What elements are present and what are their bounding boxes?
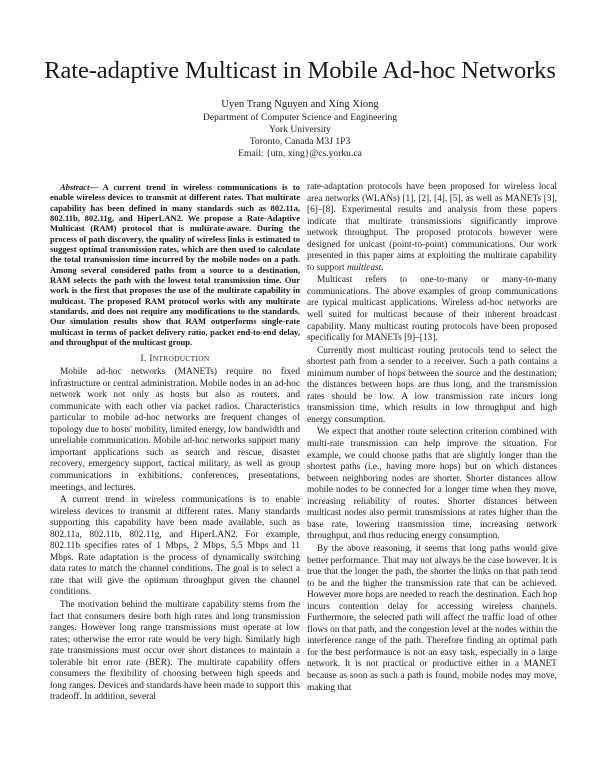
left-column [50,182,300,705]
paragraph-continued-end: . [381,262,384,273]
paper-title: Rate-adaptive Multicast in Mobile Ad-hoc Networks [44,57,556,84]
abstract [50,182,300,348]
affiliation-address: Toronto, Canada M3J 1P3 [249,136,351,148]
intro-paragraph-6: We expect that another route selection criterion combined with multi-rate transmission can help improve the situation. For example, we could choose paths that are slightly longer than the shortest paths (i.e., having more hops) but on which distances between neighboring nodes are shorter. Shorter distances allow mobile nodes to be connected for a longer time when they move, increasing reliability of routes. Shorter distances between multicast nodes also permit transmissions at rates higher than the base rate, lowering transmission time, increasing network throughput, and thus reducing energy consumption. [307,427,557,542]
abstract-text: — A current trend in wireless communications is to enable wireless devices to transmit at different rates. That multirate capability has been defined in many standards such as 802.11a, 802.11b, 802.11g, and HiperLAN2. We propose a Rate-Adaptive Multicast (RAM) protocol that is multirate-aware. During the process of path discovery, the quality of wireless links is estimated to suggest optimal transmission rates, which are then used to calculate the total transmission time incurred by the mobile nodes on a path. Among several considered paths from a source to a destination, RAM selects the path with the lowest total transmission time. Our work is the first that proposes the use of the multirate capability in multicast. The proposed RAM protocol works with any multirate standards, and does not require any modifications to the standards. Our simulation results show that RAM outperforms single-rate multicast in terms of packet delivery ratio, packet end-to-end delay, and throughput of the multicast group. [50,182,300,348]
intro-paragraph-3-continued [307,182,557,274]
intro-paragraph-2: A current trend in wireless communications is to enable wireless devices to transmit at different rates. Many standards supporting this capability have been made available, such as 802.11a, 802.11b, 802.11g, and HiperLAN2. For example, 802.11b specifies rates of 1 Mbps, 2 Mbps, 5.5 Mbps and 11 Mbps. Rate adaptation is the process of dynamically switching data rates to match the channel conditions. The goal is to select a rate that will give the optimum throughput given the channel conditions. [50,495,300,598]
section-title-rest: NTRODUCTION [152,353,210,363]
author-block [0,99,600,160]
author-names: Uyen Trang Nguyen and Xing Xiong [221,99,379,110]
section-heading-introduction [50,353,300,365]
intro-paragraph-3: The motivation behind the multirate capability stems from the fact that consumers desire both high rates and long transmission ranges. However long range transmissions must operate at low rates; otherwise the error rate would be very high. Similarly high rate transmissions must occur over short distances to maintain a tolerable bit error rate (BER). The multirate capability offers consumers the flexibility of choosing between high speeds and long ranges. Devices and standards have been made to support this tradeoff. In addition, several [50,599,300,703]
right-column [307,182,557,695]
affiliation-email: Email: {utn, xing}@cs.yorku.ca [238,148,362,160]
affiliation-university: York University [269,124,331,136]
affiliation-department: Department of Computer Science and Engineering [202,112,398,124]
intro-paragraph-5: Currently most multicast routing protocols tend to select the shortest path from a sender to a receiver. Such a path contains a minimum number of hops between the source and the destination; the distances between hops are thus long, and the transmission rates should be low. A low transmission rate incurs long transmission time, which results in low throughput and high energy consumption. [307,345,557,425]
emphasis-multicast: multicast [346,262,382,273]
intro-paragraph-1: Mobile ad-hoc networks (MANETs) require no fixed infrastructure or central administration. Mobile nodes in an ad-hoc network work not only as hosts but also as routers, and communicate with each other via packet radios. Characteristics particular to mobile ad-hoc networks are frequent changes of topology due to hosts' mobility, limited energy, low bandwidth and unreliable communication. Mobile ad-hoc networks support many important applications such as search and rescue, disaster recovery, emergency support, tactical military, as well as group communications in exhibitions, conferences, presentations, meetings, and lectures. [50,367,300,493]
section-numeral: I. [140,352,147,363]
section-title-initial: I [149,352,153,363]
paragraph-continued-text: rate-adaptation protocols have been proposed for wireless local area networks (WLANs) [1], [2], [4], [5], as well as MANETs [3], [6]–[8]. Experimental results and analysis from these papers indicate that multirate transmissions significantly improve network throughput. The proposed protocols however were designed for unicast (point-to-point) communications. Our work presented in this paper aims at exploiting the multirate capability to support [307,182,557,273]
abstract-label: Abstract [60,182,90,192]
intro-paragraph-4: Multicast refers to one-to-many or many-to-many communications. The above examples of group communications are typical multicast applications. Wireless ad-hoc networks are well suited for multicast because of their inherent broadcast capability. Many multicast routing protocols have been proposed specifically for MANETs [9]–[13]. [307,275,557,344]
intro-paragraph-7: By the above reasoning, it seems that long paths would give better performance. That may not always be the case however. It is true that the longer the path, the shorter the links on that path tend to be and the higher the transmission rate that can be achieved. However more hops are needed to reach the destination. Each hop incurs contention delay for accessing wireless channels. Furthermore, the selected path will affect the traffic load of other flows on that path, and the congestion level at the nodes within the interference range of the path. Therefore finding an optimal path for the best performance is not an easy task, especially in a large network. It is not practical or productive either in a MANET because as soon as such a path is found, mobile nodes may move, making that [307,543,557,693]
